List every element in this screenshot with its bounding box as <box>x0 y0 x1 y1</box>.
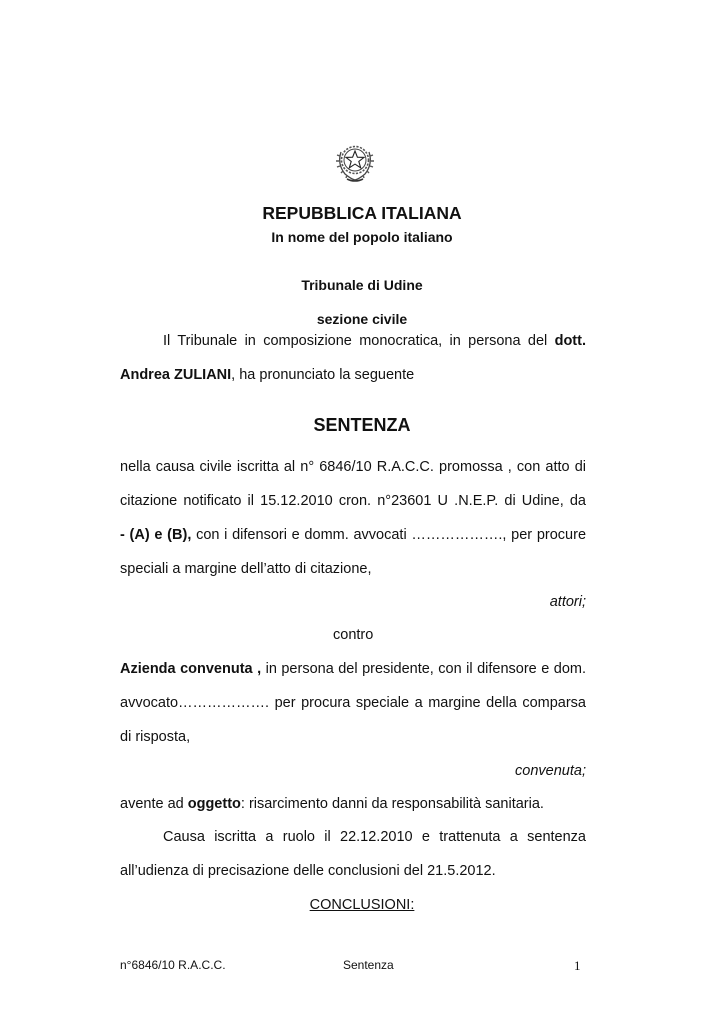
attori-label: attori; <box>549 594 586 610</box>
body-line-4: speciali a margine dell’atto di citazione, <box>120 561 372 577</box>
plaintiffs: - (A) e (B), <box>120 527 192 543</box>
republic-title: REPUBBLICA ITALIANA <box>262 203 462 223</box>
body-line-9: Causa iscritta a ruolo il 22.12.2010 e trattenuta a sentenza <box>163 829 586 845</box>
sentence-heading: SENTENZA <box>313 415 411 435</box>
defendant: Azienda convenuta , <box>120 661 262 677</box>
intro-line-2 <box>120 367 414 383</box>
object-prefix: avente ad <box>120 796 184 812</box>
convenuta-label: convenuta; <box>515 763 586 779</box>
body-line-10: all’udienza di precisazione delle conclusioni del 21.5.2012. <box>120 863 496 879</box>
intro-text: Il Tribunale in composizione monocratica, in persona del <box>163 333 548 349</box>
intro-title: dott. <box>554 333 586 349</box>
footer-case-number: n°6846/10 R.A.C.C. <box>120 958 226 972</box>
footer-doc-type: Sentenza <box>343 958 394 972</box>
court-name: Tribunale di Udine <box>301 277 423 293</box>
intro-text-2: , ha pronunciato la seguente <box>231 367 415 383</box>
body-line-5-text: in persona del presidente, con il difensore e dom. <box>265 661 586 677</box>
object-keyword: oggetto <box>187 796 241 812</box>
body-line-2: citazione notificato il 15.12.2010 cron. n°23601 U .N.E.P. di Udine, da <box>120 493 586 509</box>
object-text: : risarcimento danni da responsabilità sanitaria. <box>240 796 544 812</box>
contro-label: contro <box>333 627 374 643</box>
conclusioni-heading: CONCLUSIONI: <box>309 897 415 913</box>
body-line-7: di risposta, <box>120 729 191 745</box>
body-line-8 <box>120 796 544 812</box>
body-line-1: nella causa civile iscritta al n° 6846/10 R.A.C.C. promossa , con atto di <box>120 459 586 475</box>
body-line-6: avvocato………………. per procura speciale a margine della comparsa <box>120 695 586 711</box>
intro-line-1 <box>163 333 586 349</box>
republic-emblem-icon <box>335 140 375 184</box>
body-line-3 <box>120 527 586 543</box>
judge-name: Andrea ZULIANI <box>120 367 232 383</box>
body-line-3-text: con i difensori e domm. avvocati ………………., per procure <box>196 527 587 543</box>
people-subtitle: In nome del popolo italiano <box>271 229 453 245</box>
page-number: 1 <box>574 958 581 973</box>
court-section: sezione civile <box>316 311 408 327</box>
body-line-5 <box>120 661 586 677</box>
